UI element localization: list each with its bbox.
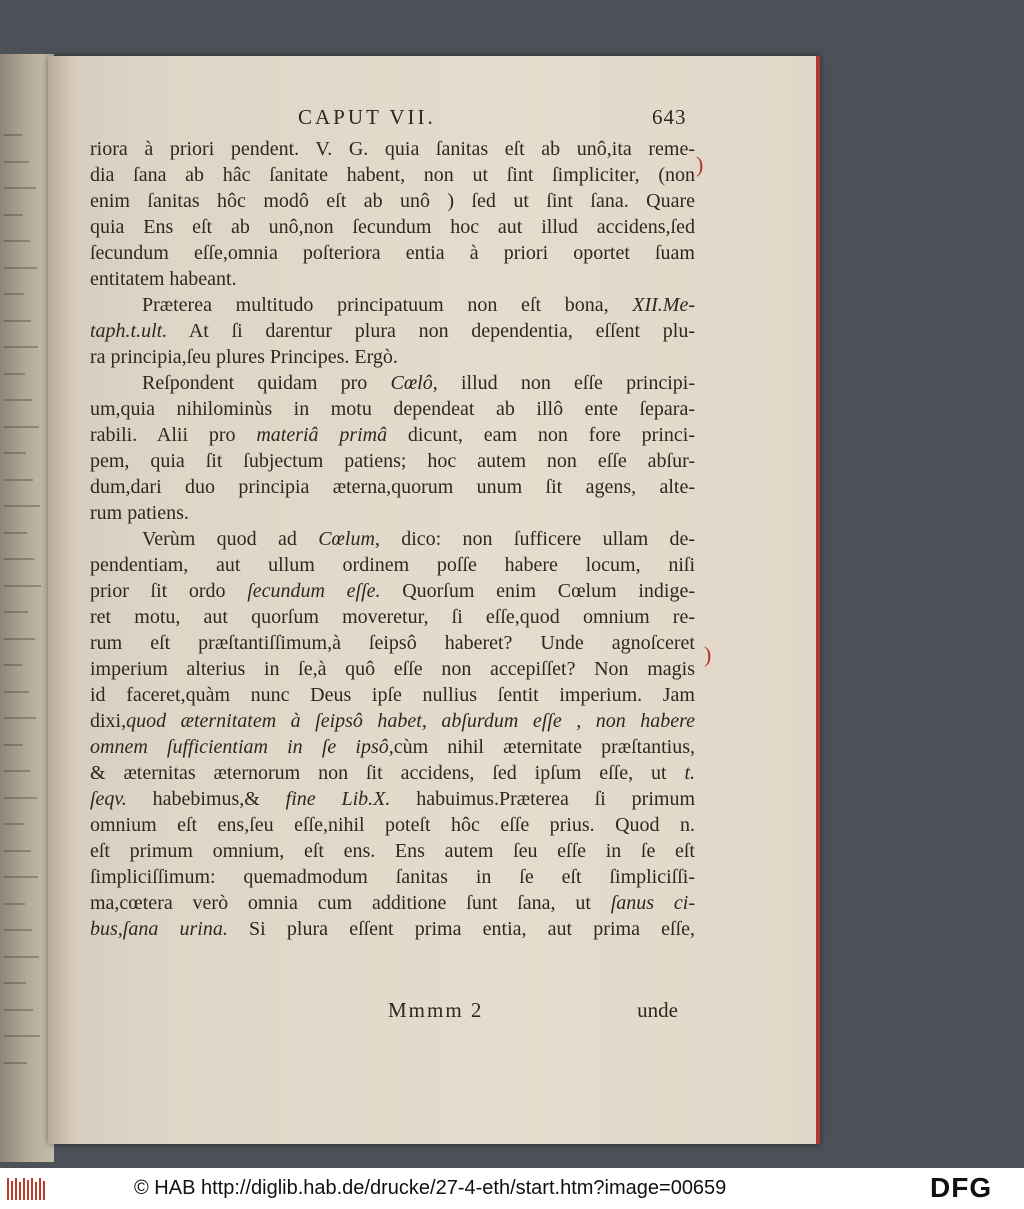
- text-line: entitatem habeant.: [90, 268, 237, 290]
- text-line: bus,ſana urina. Si plura eſſent prima entia, aut prima eſſe,: [90, 918, 695, 940]
- red-margin-bracket: ): [704, 642, 712, 667]
- hab-barcode-logo-icon: [6, 1176, 46, 1202]
- previous-page-text-stroke: [4, 426, 39, 428]
- previous-page-text-stroke: [4, 214, 23, 216]
- text-line: & æternitas æternorum non ſit accidens, ſed ipſum eſſe, ut t.: [90, 762, 695, 784]
- red-margin-bracket: ): [696, 152, 704, 177]
- text-line: pem, quia ſit ſubjectum patiens; hoc autem non eſſe abſur-: [90, 450, 695, 472]
- text-line: ra principia,ſeu plures Principes. Ergò.: [90, 346, 398, 368]
- previous-page-text-stroke: [4, 240, 30, 242]
- previous-page-text-stroke: [4, 373, 25, 375]
- spine-shadow: [48, 56, 76, 1144]
- text-line: riora à priori pendent. V. G. quia ſanitas eſt ab unô,ita reme-: [90, 138, 695, 160]
- text-line: ſecundum eſſe,omnia poſteriora entia à priori oportet ſuam: [90, 242, 695, 264]
- text-line: dia ſana ab hâc ſanitate habent, non ut ſint ſimpliciter, (non: [90, 164, 695, 186]
- previous-page-text-stroke: [4, 744, 23, 746]
- running-head: CAPUT VII.: [298, 105, 436, 129]
- text-line: ſeqv. habebimus,& fine Lib.X. habuimus.Præterea ſi primum: [90, 788, 695, 810]
- previous-page-text-stroke: [4, 399, 32, 401]
- dfg-logo: DFG: [930, 1172, 993, 1203]
- previous-page-text-stroke: [4, 161, 29, 163]
- text-line: ma,cœtera verò omnia cum additione ſunt ſana, ut ſanus ci-: [90, 892, 695, 914]
- previous-page-text-stroke: [4, 638, 35, 640]
- text-line: taph.t.ult. At ſi darentur plura non dependentia, eſſent plu-: [90, 320, 695, 342]
- previous-page-text-stroke: [4, 585, 41, 587]
- previous-page-edge: [0, 54, 54, 1162]
- text-line: prior ſit ordo ſecundum eſſe. Quorſum enim Cœlum indige-: [90, 580, 695, 602]
- previous-page-text-stroke: [4, 1009, 33, 1011]
- text-line: id faceret,quàm nunc Deus ipſe nullius ſentit imperium. Jam: [90, 684, 695, 706]
- previous-page-text-stroke: [4, 797, 37, 799]
- attribution-bar: [0, 1168, 1024, 1209]
- previous-page-text-stroke: [4, 611, 28, 613]
- text-line: pendentiam, aut ullum ordinem poſſe habere locum, niſi: [90, 554, 695, 576]
- previous-page-text-stroke: [4, 717, 36, 719]
- previous-page-text-fragments: [0, 54, 44, 1162]
- previous-page-text-stroke: [4, 505, 40, 507]
- previous-page-text-stroke: [4, 876, 38, 878]
- text-line: Præterea multitudo principatuum non eſt bona, XII.Me-: [142, 294, 695, 316]
- previous-page-text-stroke: [4, 320, 31, 322]
- previous-page-text-stroke: [4, 558, 34, 560]
- previous-page-text-stroke: [4, 293, 24, 295]
- previous-page-text-stroke: [4, 479, 33, 481]
- previous-page-text-stroke: [4, 691, 29, 693]
- previous-page-text-stroke: [4, 346, 38, 348]
- book-page: [48, 56, 820, 1144]
- text-line: dixi,quod æternitatem à ſeipsô habet, abſurdum eſſe , non habere: [90, 710, 695, 732]
- previous-page-text-stroke: [4, 850, 31, 852]
- red-page-edge: [816, 56, 820, 1144]
- previous-page-text-stroke: [4, 903, 25, 905]
- previous-page-text-stroke: [4, 929, 32, 931]
- text-line: omnem ſufficientiam in ſe ipsô,cùm nihil æternitate præſtantius,: [90, 736, 695, 758]
- text-line: rum patiens.: [90, 502, 189, 524]
- text-line: rabili. Alii pro materiâ primâ dicunt, eam non fore princi-: [90, 424, 695, 446]
- catchword: unde: [637, 998, 678, 1022]
- signature-mark: Mmmm 2: [388, 998, 484, 1022]
- previous-page-text-stroke: [4, 452, 26, 454]
- text-line: imperium alterius in ſe,à quô eſſe non accepiſſet? Non magis: [90, 658, 695, 680]
- text-line: ret motu, aut quorſum moveretur, ſi eſſe,quod omnium re-: [90, 606, 695, 628]
- body-text: [90, 136, 695, 942]
- previous-page-text-stroke: [4, 664, 22, 666]
- text-line: rum eſt præſtantiſſimum,à ſeipsô haberet? Unde agnoſceret: [90, 632, 695, 654]
- text-line: Reſpondent quidam pro Cœlô, illud non eſſe principi-: [142, 372, 696, 394]
- previous-page-text-stroke: [4, 532, 27, 534]
- previous-page-text-stroke: [4, 1035, 40, 1037]
- text-line: Verùm quod ad Cœlum, dico: non ſufficere ullam de-: [142, 528, 695, 550]
- previous-page-text-stroke: [4, 982, 26, 984]
- previous-page-text-stroke: [4, 956, 39, 958]
- previous-page-text-stroke: [4, 1062, 27, 1064]
- text-line: omnium eſt ens,ſeu eſſe,nihil poteſt hôc eſſe prius. Quod n.: [90, 814, 695, 836]
- page-number: 643: [652, 105, 687, 129]
- text-line: dum,dari duo principia æterna,quorum unum ſit agens, alte-: [90, 476, 695, 498]
- text-line: ſimpliciſſimum: quemadmodum ſanitas in ſe eſt ſimpliciſſi-: [90, 866, 695, 888]
- previous-page-text-stroke: [4, 770, 30, 772]
- previous-page-text-stroke: [4, 187, 36, 189]
- text-line: um,quia nihilominùs in motu dependeat ab illô ente ſepara-: [90, 398, 695, 420]
- text-line: eſt primum omnium, eſt ens. Ens autem ſeu eſſe in ſe eſt: [90, 840, 695, 862]
- previous-page-text-stroke: [4, 134, 22, 136]
- text-line: enim ſanitas hôc modô eſt ab unô ) ſed ut ſint ſana. Quare: [90, 190, 695, 212]
- text-line: quia Ens eſt ab unô,non ſecundum hoc aut illud accidens,ſed: [90, 216, 695, 238]
- citation-link[interactable]: © HAB http://diglib.hab.de/drucke/27-4-eth/start.htm?image=00659: [134, 1177, 727, 1199]
- previous-page-text-stroke: [4, 267, 37, 269]
- previous-page-text-stroke: [4, 823, 24, 825]
